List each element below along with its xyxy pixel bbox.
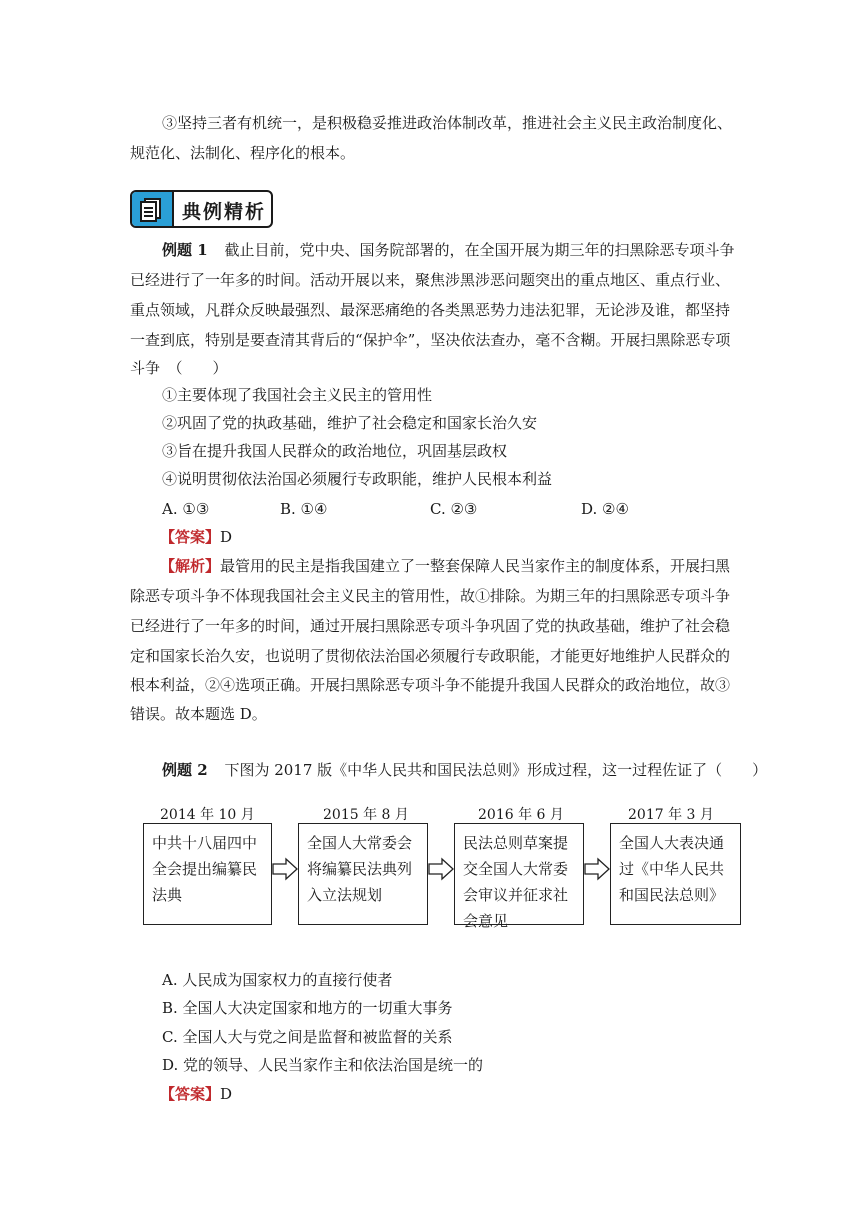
example2-answer-value: D: [220, 1085, 233, 1103]
intro-line-1: ③坚持三者有机统一，是积极稳妥推进政治体制改革，推进社会主义民主政治制度化、: [162, 114, 733, 132]
example1-analysis-0: 最管用的民主是指我国建立了一整套保障人民当家作主的制度体系，开展扫黑: [220, 557, 731, 575]
flow-arrow-3-icon: [584, 856, 610, 882]
flow-arrow-1-icon: [272, 856, 298, 882]
example1-option-d: D. ②④: [581, 500, 629, 518]
example1-option-a: A. ①③: [162, 500, 210, 518]
example1-stem-1: 已经进行了一年多的时间。活动开展以来，聚焦涉黑涉恶问题突出的重点地区、重点行业、: [130, 271, 731, 289]
example1-answer: [160, 527, 232, 547]
example2-option-a: A. 人民成为国家权力的直接行使者: [162, 971, 393, 989]
flow-date-2: 2015 年 8 月: [323, 807, 409, 823]
example2-stem: 下图为 2017 版《中华人民共和国民法总则》形成过程，这一过程佐证了（ ）: [224, 761, 768, 779]
example1-item-4: ④说明贯彻依法治国必须履行专政职能，维护人民根本利益: [162, 470, 553, 488]
example2-option-b: B. 全国人大决定国家和地方的一切重大事务: [162, 999, 453, 1017]
example1-option-b: B. ①④: [280, 500, 328, 518]
example1-answer-value: D: [220, 528, 233, 546]
example2-option-d: D. 党的领导、人民当家作主和依法治国是统一的: [162, 1056, 484, 1074]
flow-step-3: 民法总则草案提交全国人大常委会审议并征求社会意见: [454, 823, 584, 925]
flow-date-4: 2017 年 3 月: [628, 807, 714, 823]
intro-line-2: 规范化、法制化、程序化的根本。: [130, 144, 356, 162]
flow-arrow-2-icon: [428, 856, 454, 882]
example1-first-line: [162, 240, 734, 260]
example1-analysis-2: 已经进行了一年多的时间，通过开展扫黑除恶专项斗争巩固了党的执政基础，维护了社会稳: [130, 617, 731, 635]
example1-option-c: C. ②③: [430, 500, 478, 518]
flow-date-3: 2016 年 6 月: [478, 807, 564, 823]
example1-stem-2: 重点领域，凡群众反映最强烈、最深恶痛绝的各类黑恶势力违法犯罪，无论涉及谁，都坚持: [130, 301, 731, 319]
example1-stem-4: 斗争 （ ）: [130, 359, 228, 377]
section-header: [130, 190, 273, 228]
example1-item-2: ②巩固了党的执政基础，维护了社会稳定和国家长治久安: [162, 414, 538, 432]
example1-label: 例题 1: [162, 241, 208, 259]
example2-answer: [160, 1084, 232, 1104]
example1-analysis-tag: 【解析】: [160, 557, 221, 575]
example2-first-line: [162, 760, 767, 780]
example1-analysis-3: 定和国家长治久安，也说明了贯彻依法治国必须履行专政职能，才能更好地维护人民群众的: [130, 647, 731, 665]
flow-step-4: 全国人大表决通过《中华人民共和国民法总则》: [610, 823, 741, 925]
example1-analysis-5: 错误。故本题选 D。: [130, 705, 267, 723]
section-title: 典例精析: [182, 201, 267, 223]
example2-answer-tag: 【答案】: [160, 1085, 221, 1103]
example1-item-1: ①主要体现了我国社会主义民主的管用性: [162, 386, 433, 404]
example1-item-3: ③旨在提升我国人民群众的政治地位，巩固基层政权: [162, 442, 508, 460]
example2-label: 例题 2: [162, 761, 208, 779]
example1-stem-3: 一查到底，特别是要查清其背后的“保护伞”，坚决依法查办，毫不含糊。开展扫黑除恶专项: [130, 331, 731, 349]
flow-step-2: 全国人大常委会将编纂民法典列入立法规划: [298, 823, 428, 925]
example1-answer-tag: 【答案】: [160, 528, 221, 546]
example1-analysis-4: 根本利益，②④选项正确。开展扫黑除恶专项斗争不能提升我国人民群众的政治地位，故③: [130, 676, 731, 694]
flow-date-1: 2014 年 10 月: [160, 807, 255, 823]
flow-step-1: 中共十八届四中全会提出编纂民法典: [143, 823, 272, 925]
example1-stem-0: 截止目前，党中央、国务院部署的，在全国开展为期三年的扫黑除恶专项斗争: [224, 241, 735, 259]
example2-option-c: C. 全国人大与党之间是监督和被监督的关系: [162, 1028, 453, 1046]
document-icon: [132, 192, 174, 226]
example1-analysis-1: 除恶专项斗争不体现我国社会主义民主的管用性，故①排除。为期三年的扫黑除恶专项斗争: [130, 587, 731, 605]
example1-analysis-first: [160, 556, 730, 576]
